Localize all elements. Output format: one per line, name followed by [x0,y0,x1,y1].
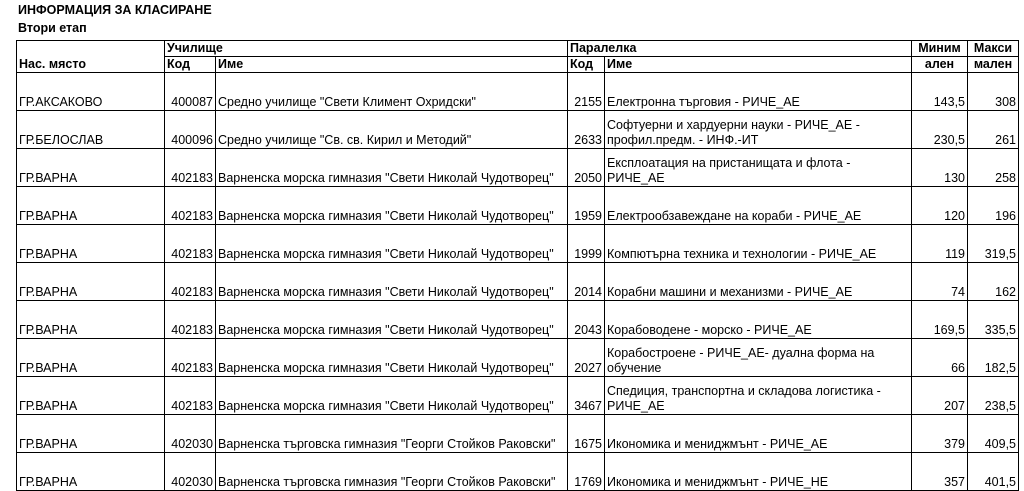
header-min-line2: ален [912,57,968,73]
cell-max-score: 335,5 [968,301,1019,339]
cell-school-name: Средно училище "Свети Климент Охридски" [216,73,568,111]
cell-min-score: 207 [912,377,968,415]
cell-school-name: Варненска морска гимназия "Свети Николай Чудотворец" [216,377,568,415]
cell-max-score: 258 [968,149,1019,187]
cell-min-score: 169,5 [912,301,968,339]
header-class-name: Име [605,57,912,73]
cell-class-name: Икономика и мениджмънт - РИЧЕ_НЕ [605,453,912,491]
header-school-code: Код [165,57,216,73]
cell-place: ГР.ВАРНА [17,187,165,225]
cell-school-name: Средно училище "Св. св. Кирил и Методий" [216,111,568,149]
cell-class-name: Спедиция, транспортна и складова логистика - РИЧЕ_АЕ [605,377,912,415]
table-row [17,149,1019,187]
header-class-code: Код [568,57,605,73]
table-row [17,263,1019,301]
header-place: Нас. място [17,41,165,73]
cell-max-score: 308 [968,73,1019,111]
table-row [17,111,1019,149]
cell-place: ГР.АКСАКОВО [17,73,165,111]
cell-class-name: Корабоводене - морско - РИЧЕ_АЕ [605,301,912,339]
cell-class-code: 1959 [568,187,605,225]
table-row [17,73,1019,111]
cell-max-score: 319,5 [968,225,1019,263]
cell-class-code: 2027 [568,339,605,377]
table-row [17,187,1019,225]
table-body [17,73,1019,491]
cell-school-code: 402183 [165,301,216,339]
cell-place: ГР.ВАРНА [17,415,165,453]
cell-max-score: 196 [968,187,1019,225]
cell-class-code: 2043 [568,301,605,339]
cell-class-name: Икономика и мениджмънт - РИЧЕ_АЕ [605,415,912,453]
table-row [17,453,1019,491]
cell-school-name: Варненска морска гимназия "Свети Николай Чудотворец" [216,301,568,339]
page-title: ИНФОРМАЦИЯ ЗА КЛАСИРАНЕ [18,3,212,17]
cell-school-code: 402183 [165,339,216,377]
cell-place: ГР.ВАРНА [17,263,165,301]
cell-min-score: 119 [912,225,968,263]
cell-school-code: 400087 [165,73,216,111]
cell-min-score: 130 [912,149,968,187]
cell-class-code: 2633 [568,111,605,149]
table-row [17,415,1019,453]
table-row [17,225,1019,263]
cell-min-score: 379 [912,415,968,453]
table-row [17,339,1019,377]
cell-class-code: 1769 [568,453,605,491]
header-max-line1: Макси [968,41,1019,57]
cell-max-score: 409,5 [968,415,1019,453]
cell-school-code: 402030 [165,415,216,453]
cell-max-score: 162 [968,263,1019,301]
cell-school-name: Варненска морска гимназия "Свети Николай Чудотворец" [216,225,568,263]
page-subtitle: Втори етап [18,21,87,35]
cell-place: ГР.ВАРНА [17,149,165,187]
cell-max-score: 401,5 [968,453,1019,491]
cell-school-code: 400096 [165,111,216,149]
cell-class-code: 1675 [568,415,605,453]
cell-max-score: 261 [968,111,1019,149]
header-school-group: Училище [165,41,568,57]
cell-class-name: Електрообзавеждане на кораби - РИЧЕ_АЕ [605,187,912,225]
cell-school-code: 402183 [165,149,216,187]
cell-place: ГР.ВАРНА [17,225,165,263]
cell-max-score: 182,5 [968,339,1019,377]
cell-class-name: Софтуерни и хардуерни науки - РИЧЕ_АЕ - профил.предм. - ИНФ.-ИТ [605,111,912,149]
cell-school-code: 402183 [165,377,216,415]
cell-class-code: 1999 [568,225,605,263]
cell-place: ГР.БЕЛОСЛАВ [17,111,165,149]
cell-class-name: Експлоатация на пристанищата и флота - РИЧЕ_АЕ [605,149,912,187]
header-min-line1: Миним [912,41,968,57]
cell-class-name: Корабни машини и механизми - РИЧЕ_АЕ [605,263,912,301]
ranking-table [16,40,1019,491]
cell-place: ГР.ВАРНА [17,453,165,491]
cell-class-code: 3467 [568,377,605,415]
cell-place: ГР.ВАРНА [17,377,165,415]
cell-school-code: 402183 [165,225,216,263]
cell-min-score: 74 [912,263,968,301]
cell-school-code: 402030 [165,453,216,491]
header-class-group: Паралелка [568,41,912,57]
table-header [17,41,1019,73]
cell-class-code: 2050 [568,149,605,187]
cell-school-name: Варненска морска гимназия "Свети Николай Чудотворец" [216,149,568,187]
cell-class-code: 2014 [568,263,605,301]
cell-min-score: 143,5 [912,73,968,111]
cell-school-name: Варненска търговска гимназия "Георги Стойков Раковски" [216,453,568,491]
cell-min-score: 120 [912,187,968,225]
cell-class-code: 2155 [568,73,605,111]
cell-class-name: Корабостроене - РИЧЕ_АЕ- дуална форма на обучение [605,339,912,377]
header-school-name: Име [216,57,568,73]
table-row [17,377,1019,415]
cell-class-name: Електронна търговия - РИЧЕ_АЕ [605,73,912,111]
cell-max-score: 238,5 [968,377,1019,415]
cell-school-code: 402183 [165,187,216,225]
cell-school-name: Варненска морска гимназия "Свети Николай Чудотворец" [216,187,568,225]
table-row [17,301,1019,339]
cell-place: ГР.ВАРНА [17,301,165,339]
cell-min-score: 66 [912,339,968,377]
cell-school-name: Варненска морска гимназия "Свети Николай Чудотворец" [216,263,568,301]
header-max-line2: мален [968,57,1019,73]
cell-place: ГР.ВАРНА [17,339,165,377]
cell-min-score: 357 [912,453,968,491]
cell-school-name: Варненска морска гимназия "Свети Николай Чудотворец" [216,339,568,377]
cell-class-name: Компютърна техника и технологии - РИЧЕ_АЕ [605,225,912,263]
cell-min-score: 230,5 [912,111,968,149]
cell-school-code: 402183 [165,263,216,301]
cell-school-name: Варненска търговска гимназия "Георги Стойков Раковски" [216,415,568,453]
